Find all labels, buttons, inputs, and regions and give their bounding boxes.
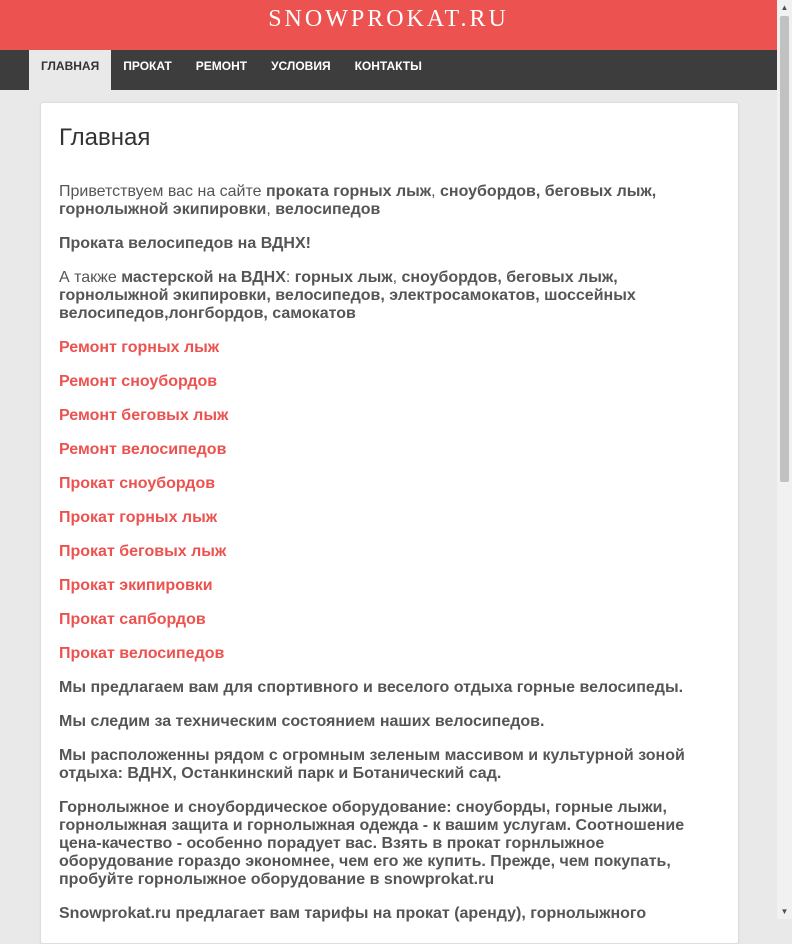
link-repair-skis[interactable]: Ремонт горных лыж <box>59 339 220 356</box>
link-rent-equipment[interactable]: Прокат экипировки <box>59 577 213 594</box>
intro-sep-2: , <box>266 201 276 218</box>
intro-text: Приветствуем вас на сайте <box>59 183 266 200</box>
workshop-text: А также <box>59 269 122 286</box>
workshop-bold-list: сноубордов, беговых лыж, горнолыжной экипировки, велосипедов, электросамокатов, шоссейных велосипедов,лонгбордов, самокатов <box>59 269 636 322</box>
nav-item-repair[interactable]: РЕМОНТ <box>195 59 248 73</box>
scroll-thumb[interactable] <box>780 16 789 482</box>
intro-bold-skis: проката горных лыж <box>265 183 432 200</box>
intro-bold-bikes: велосипедов <box>275 201 381 218</box>
tariffs-paragraph: Snowprokat.ru предлагает вам тарифы на прокат (аренду), горнолыжного <box>59 905 647 922</box>
equipment-paragraph: Горнолыжное и сноубордическое оборудование: сноуборды, горные лыжи, горнолыжная защита и горнолыжная одежда - к вашим услугам. Соотношение цена-качество - особенно порадует вас. Взять в прокат горнлыжное оборудование гораздо экономнее, чем его же купить. Прежде, чем покупать, пробуйте горнолыжное оборудование в snowprokat.ru <box>59 799 685 888</box>
nav-item-home[interactable]: ГЛАВНАЯ <box>29 50 111 90</box>
link-rent-skis[interactable]: Прокат горных лыж <box>59 509 218 526</box>
main-nav <box>0 50 777 90</box>
nav-item-rental[interactable]: ПРОКАТ <box>123 59 172 73</box>
link-repair-xc-skis[interactable]: Ремонт беговых лыж <box>59 407 229 424</box>
vdnh-heading: Проката велосипедов на ВДНХ! <box>59 235 311 252</box>
maintenance-paragraph: Мы следим за техническим состоянием наших велосипедов. <box>59 713 545 730</box>
link-rent-sup[interactable]: Прокат сапбордов <box>59 611 206 628</box>
content-card <box>40 102 739 944</box>
nav-item-terms[interactable]: УСЛОВИЯ <box>271 59 331 73</box>
page-scrollbar[interactable] <box>777 0 792 919</box>
site-title[interactable]: SNOWPROKAT.RU <box>268 6 509 32</box>
nav-item-contacts[interactable]: КОНТАКТЫ <box>354 59 422 73</box>
intro-bold-snowboards: сноубордов, беговых лыж, горнолыжной экипировки <box>59 183 657 218</box>
workshop-bold-skis: горных лыж <box>294 269 393 286</box>
link-rent-snowboards[interactable]: Прокат сноубордов <box>59 475 216 492</box>
link-repair-bikes[interactable]: Ремонт велосипедов <box>59 441 227 458</box>
link-rent-bikes[interactable]: Прокат велосипедов <box>59 645 225 662</box>
workshop-bold-place: мастерской на ВДНХ <box>121 269 286 286</box>
intro-paragraph <box>59 183 699 219</box>
intro-sep-1: , <box>431 183 441 200</box>
link-repair-snowboards[interactable]: Ремонт сноубордов <box>59 373 218 390</box>
location-paragraph: Мы расположенны рядом с огромным зеленым массивом и культурной зоной отдыха: ВДНХ, Останкинский парк и Ботанический сад. <box>59 747 685 782</box>
link-rent-xc-skis[interactable]: Прокат беговых лыж <box>59 543 227 560</box>
workshop-sep-1: : <box>285 269 295 286</box>
workshop-sep-2: , <box>392 269 402 286</box>
workshop-paragraph <box>59 269 699 323</box>
scroll-up-icon[interactable]: ▲ <box>780 3 789 12</box>
offer-paragraph: Мы предлагаем вам для спортивного и веселого отдыха горные велосипеды. <box>59 679 684 696</box>
article <box>59 123 699 939</box>
scroll-down-icon[interactable]: ▼ <box>780 907 789 916</box>
site-header <box>0 0 777 50</box>
page-title: Главная <box>59 124 151 151</box>
